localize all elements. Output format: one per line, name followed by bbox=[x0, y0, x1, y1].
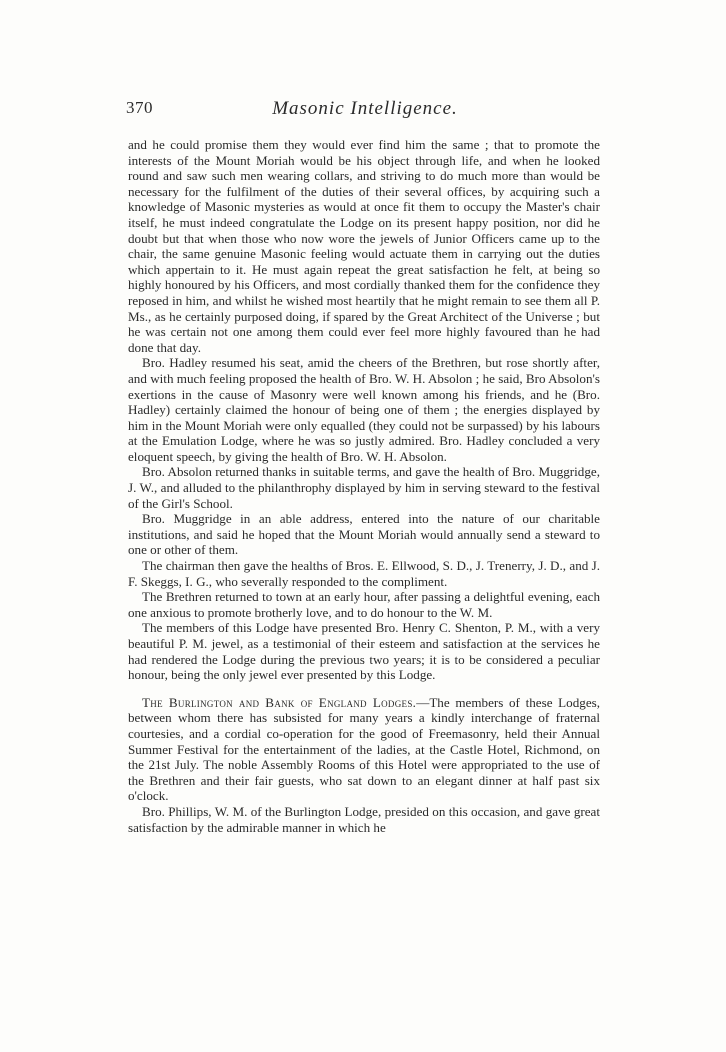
section-paragraph-text: —The members of these Lodges, between whom there has subsisted for many years a kindly interchange of fraternal courtesies, and a cordial co-operation for the good of Freemasonry, held their Annual Summer Festival for the entertainment of the ladies, at the Castle Hotel, Richmond, on the 21st July. The noble Assembly Rooms of this Hotel were appropriated to the use of the Brethren and their fair guests, who sat down to an elegant dinner at half past six o'clock. bbox=[128, 694, 600, 804]
paragraph: The chairman then gave the healths of Bros. E. Ellwood, S. D., J. Trenerry, J. D., and J. F. Skeggs, I. G., who severally responded to the compliment. bbox=[128, 558, 600, 589]
paragraph: Bro. Muggridge in an able address, entered into the nature of our charitable institutions, and said he hoped that the Mount Moriah would annually send a steward to one or other of them. bbox=[128, 511, 600, 558]
paragraph: The members of this Lodge have presented Bro. Henry C. Shenton, P. M., with a very beautiful P. M. jewel, as a testimonial of their esteem and satisfaction at the services he had rendered the Lodge during the previous two years; it is to be considered a peculiar honour, being the only jewel ever presented by this Lodge. bbox=[128, 620, 600, 683]
page-header bbox=[126, 98, 604, 122]
section-paragraph bbox=[128, 695, 600, 804]
paragraph: Bro. Phillips, W. M. of the Burlington Lodge, presided on this occasion, and gave great satisfaction by the admirable manner in which he bbox=[128, 803, 600, 835]
section-heading: The Burlington and Bank of England Lodges. bbox=[142, 694, 417, 710]
paragraph: Bro. Hadley resumed his seat, amid the cheers of the Brethren, but rose shortly after, and with much feeling proposed the health of Bro. W. H. Absolon ; he said, Bro Absolon's exertions in the cause of Masonry were well known among his friends, and he (Bro. Hadley) certainly claimed the honour of being one of them ; the energies displayed by him in the Mount Moriah were only equalled (they could not be surpassed) by his labours at the Emulation Lodge, where he was so justly admired. Bro. Hadley concluded a very eloquent speech, by giving the health of Bro. W. H. Absolon. bbox=[128, 355, 600, 464]
paragraph: The Brethren returned to town at an early hour, after passing a delightful evening, each one anxious to promote brotherly love, and to do honour to the W. M. bbox=[128, 589, 600, 620]
paragraph: Bro. Absolon returned thanks in suitable terms, and gave the health of Bro. Muggridge, J. W., and alluded to the philanthrophy displayed by him in serving steward to the festival of the Girl's School. bbox=[128, 464, 600, 511]
paragraph-continued: and he could promise them they would ever find him the same ; that to promote the interests of the Mount Moriah would be his object through life, and when he looked round and saw such men wearing collars, and striving to do much more than would be necessary for the fulfilment of the duties of their several offices, by acquiring such a knowledge of Masonic mysteries as would at once fit them to occupy the Master's chair itself, he must indeed congratulate the Lodge on its present happy position, nor did he doubt but that when those who now wore the jewels of Junior Officers came up to the chair, the same genuine Masonic feeling would actuate them in carrying out the duties which appertain to it. He must again repeat the great satisfaction he felt, at being so highly honoured by his Officers, and most cordially thanked them for the confidence they reposed in him, and whilst he wished most heartily that he might remain to see them all P. Ms., as he certainly purposed doing, if spared by the Great Architect of the Universe ; but he was certain not one among them could ever feel more highly favoured than he had done that day. bbox=[128, 137, 600, 355]
body-text bbox=[128, 137, 600, 835]
running-title: Masonic Intelligence. bbox=[272, 98, 458, 119]
page-number: 370 bbox=[126, 98, 153, 117]
